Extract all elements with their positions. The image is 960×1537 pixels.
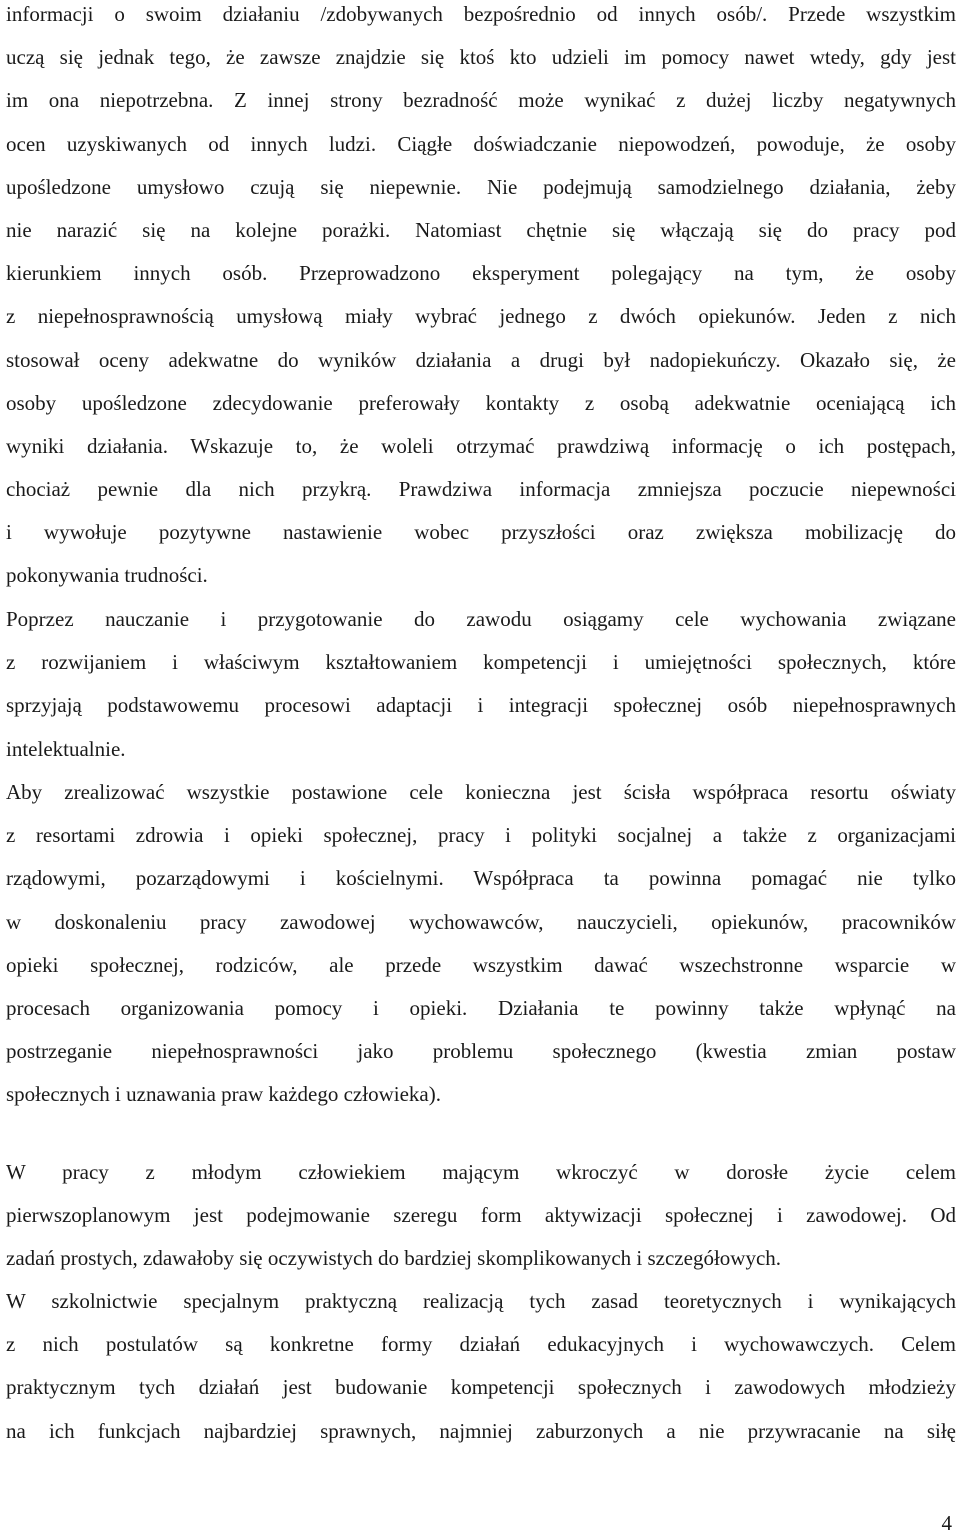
text-line: chociaż pewnie dla nich przykrą. Prawdziwa informacja zmniejsza poczucie niepewności [6, 477, 956, 502]
text-line: i wywołuje pozytywne nastawienie wobec przyszłości oraz zwiększa mobilizację do [6, 520, 956, 545]
text-line: ocen uzyskiwanych od innych ludzi. Ciągłe doświadczanie niepowodzeń, powoduje, że osoby [6, 131, 956, 156]
text-line: procesach organizowania pomocy i opieki. Działania te powinny także wpłynąć na [6, 995, 956, 1020]
text-line: sprzyjają podstawowemu procesowi adaptacji i integracji społecznej osób niepełnosprawnych [6, 693, 956, 718]
text-line: z resortami zdrowia i opieki społecznej, pracy i polityki socjalnej a także z organizacjami [6, 823, 956, 848]
text-line: W szkolnictwie specjalnym praktyczną realizacją tych zasad teoretycznych i wynikających [6, 1289, 956, 1313]
text-line: zadań prostych, zdawałoby się oczywistych do bardziej skomplikowanych i szczegółowych. [6, 1246, 782, 1271]
text-line: informacji o swoim działaniu /zdobywanych bezpośrednio od innych osób/. Przede wszystkim [6, 2, 956, 26]
paragraph-young-adults [6, 1151, 956, 1281]
text-line: pierwszoplanowym jest podejmowanie szeregu form aktywizacji społecznej i zawodowej. Od [6, 1203, 956, 1228]
paragraph-independence [6, 0, 956, 598]
text-line: wyniki działania. Wskazuje to, że woleli otrzymać prawdziwą informację o ich postępach, [6, 433, 956, 458]
paragraph-education-goals [6, 598, 956, 771]
text-line: z rozwijaniem i właściwym kształtowaniem kompetencji i umiejętności społecznych, które [6, 650, 956, 675]
text-line: w doskonaleniu pracy zawodowej wychowawców, nauczycieli, opiekunów, pracowników [6, 909, 956, 934]
text-line: W pracy z młodym człowiekiem mającym wkroczyć w dorosłe życie celem [6, 1160, 956, 1184]
text-line: z nich postulatów są konkretne formy działań edukacyjnych i wychowawczych. Celem [6, 1332, 956, 1357]
text-line: społecznych i uznawania praw każdego człowieka). [6, 1082, 441, 1107]
text-line: rządowymi, pozarządowymi i kościelnymi. Współpraca ta powinna pomagać nie tylko [6, 866, 956, 891]
text-line: pokonywania trudności. [6, 563, 208, 588]
text-line: na ich funkcjach najbardziej sprawnych, najmniej zaburzonych a nie przywracanie na siłę [6, 1418, 956, 1443]
text-line: upośledzone umysłowo czują się niepewnie. Nie podejmują samodzielnego działania, żeby [6, 174, 956, 199]
text-line: osoby upośledzone zdecydowanie preferowały kontakty z osobą adekwatnie oceniającą ich [6, 390, 956, 415]
text-line: uczą się jednak tego, że zawsze znajdzie się ktoś kto udzieli im pomocy nawet wtedy, gdy jest [6, 45, 956, 70]
text-line: praktycznym tych działań jest budowanie kompetencji społecznych i zawodowych młodzieży [6, 1375, 956, 1400]
text-line: opieki społecznej, rodziców, ale przede wszystkim dawać wszechstronne wsparcie w [6, 952, 956, 977]
text-line: Aby zrealizować wszystkie postawione cele konieczna jest ścisła współpraca resortu oświaty [6, 780, 956, 804]
text-line: Poprzez nauczanie i przygotowanie do zawodu osiągamy cele wychowania związane [6, 607, 956, 631]
text-line: im ona niepotrzebna. Z innej strony bezradność może wynikać z dużej liczby negatywnych [6, 88, 956, 113]
text-line: intelektualnie. [6, 736, 126, 761]
page-number: 4 [941, 1511, 952, 1535]
paragraph-special-schools [6, 1280, 956, 1453]
paragraph-cooperation [6, 771, 956, 1117]
text-line: nie narazić się na kolejne porażki. Natomiast chętnie się włączają się do pracy pod [6, 217, 956, 242]
text-line: postrzeganie niepełnosprawności jako problemu społecznego (kwestia zmian postaw [6, 1039, 956, 1064]
text-line: kierunkiem innych osób. Przeprowadzono eksperyment polegający na tym, że osoby [6, 261, 956, 286]
text-line: stosował oceny adekwatne do wyników działania a drugi był nadopiekuńczy. Okazało się, że [6, 347, 956, 372]
text-line: z niepełnosprawnością umysłową miały wybrać jednego z dwóch opiekunów. Jeden z nich [6, 304, 956, 329]
